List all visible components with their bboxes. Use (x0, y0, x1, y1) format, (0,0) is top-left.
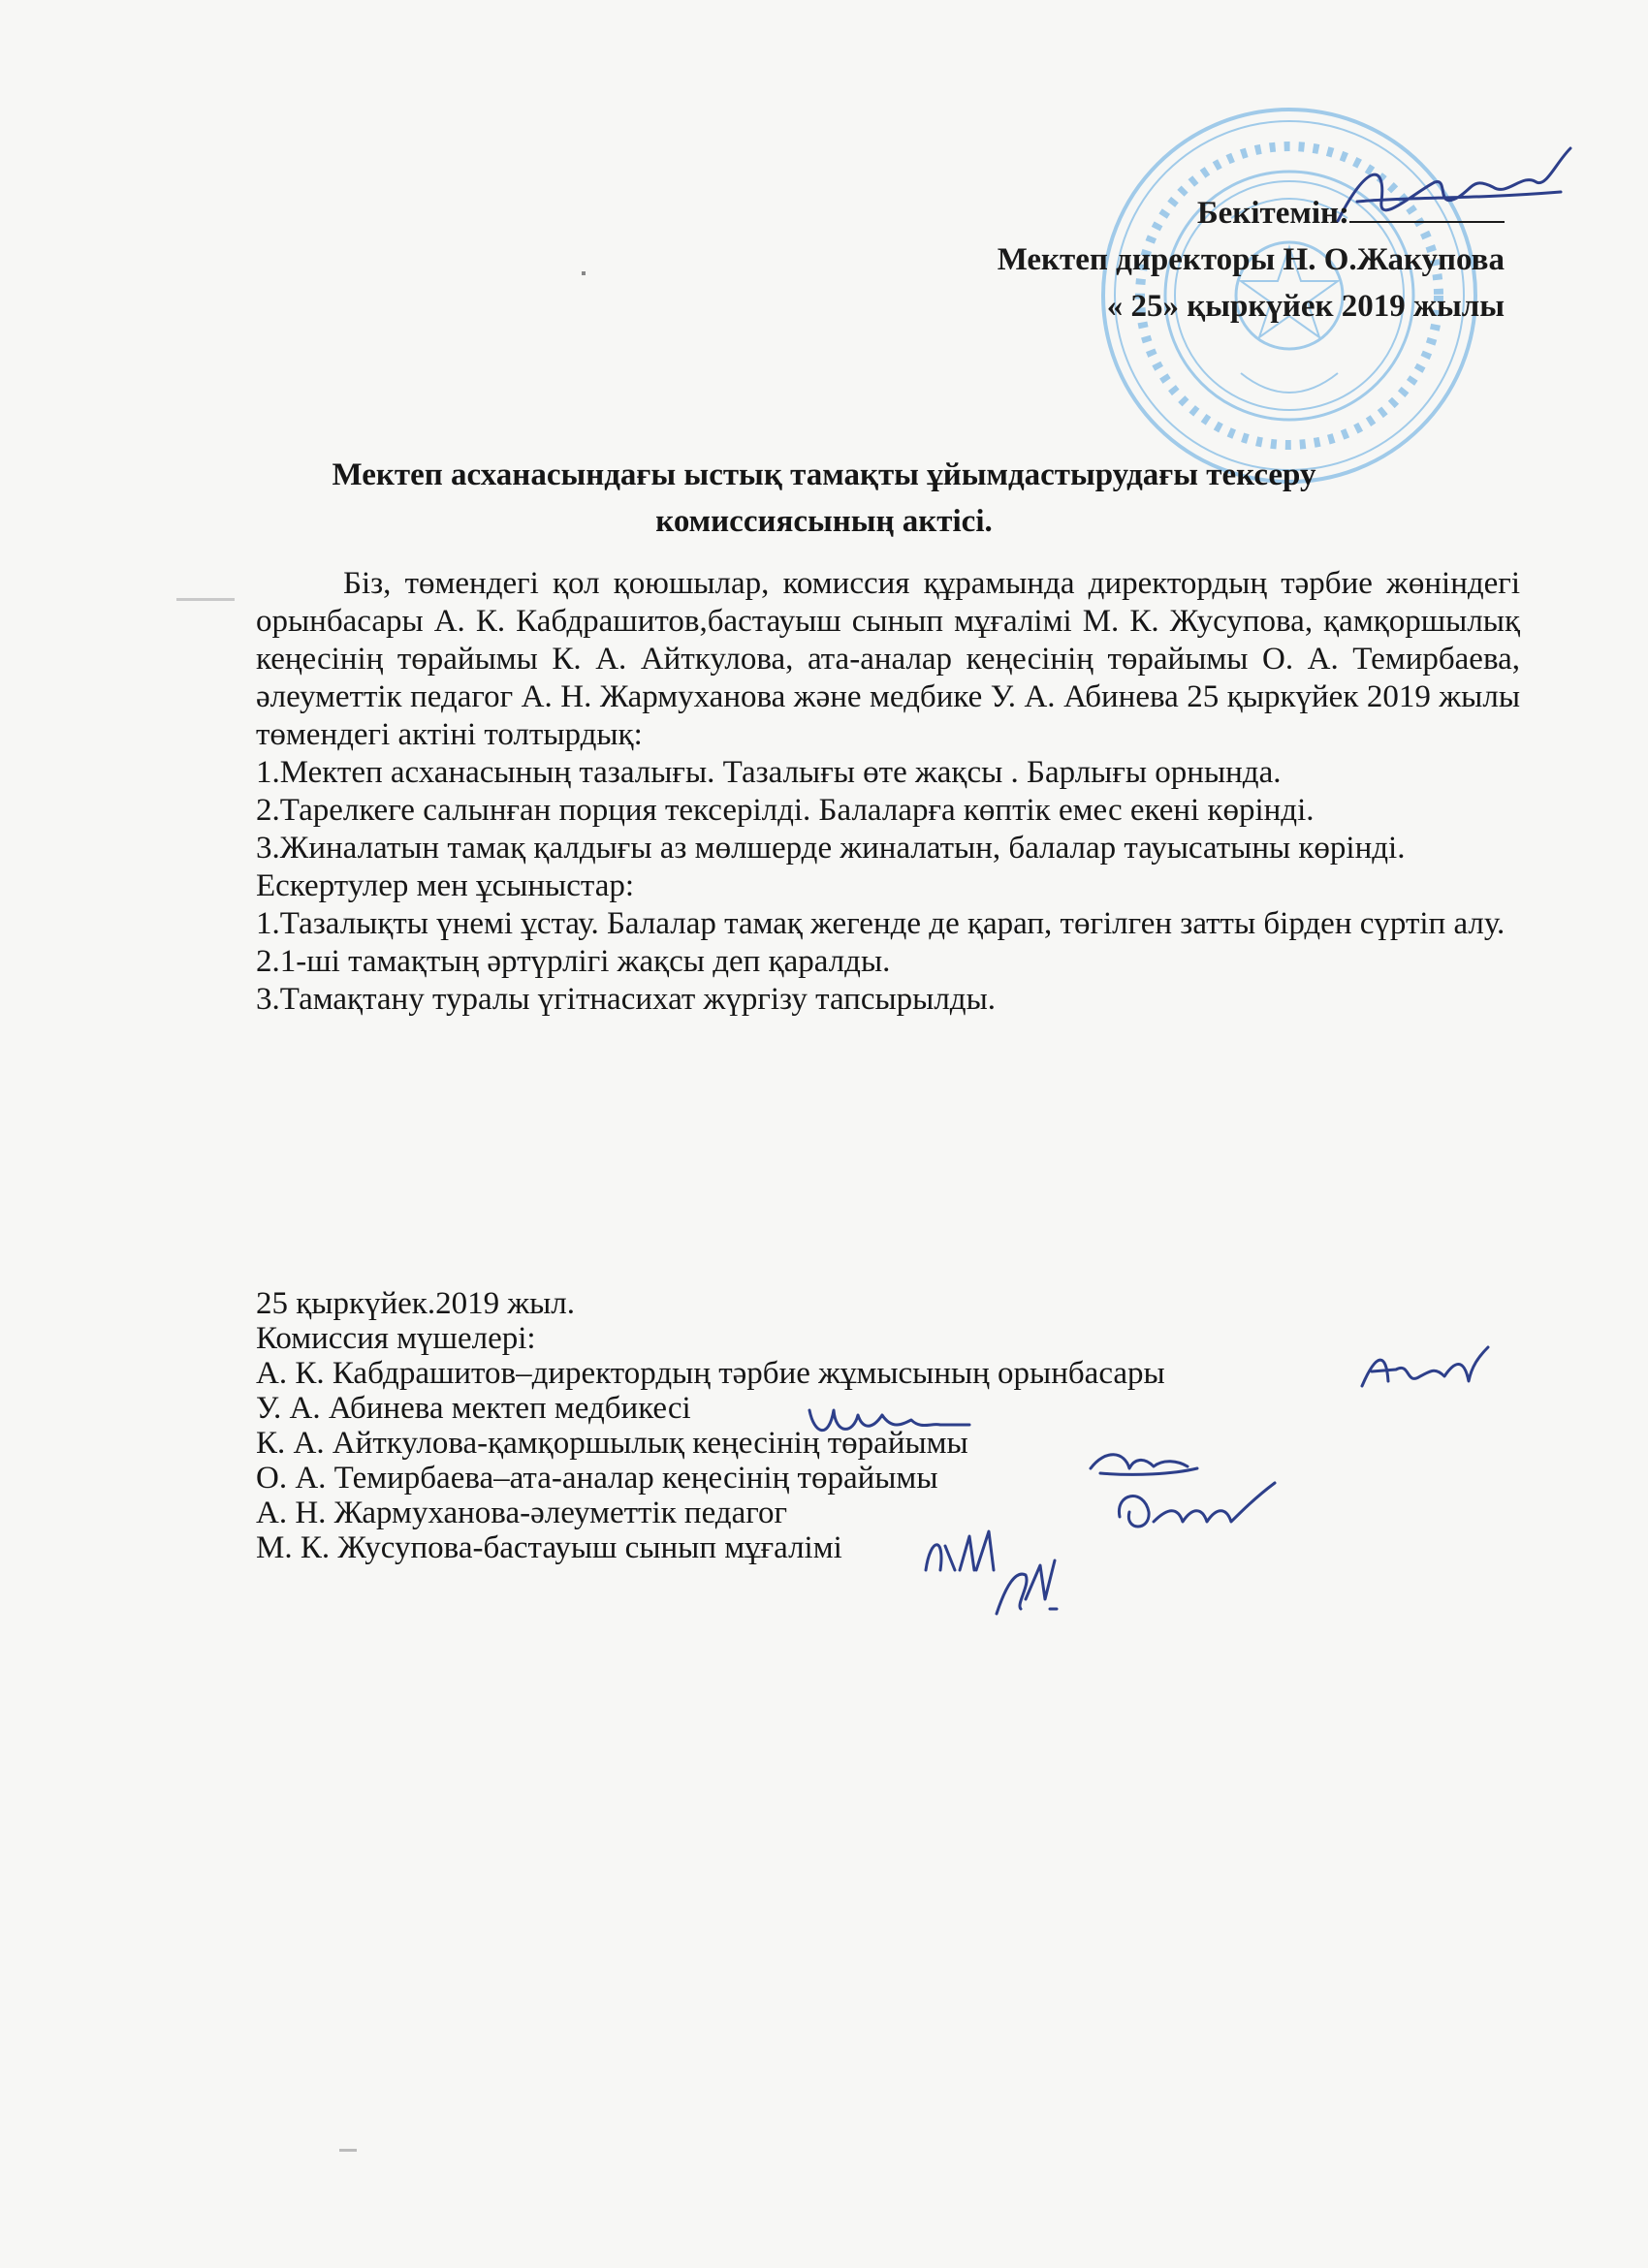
members-heading: Комиссия мүшелері: (256, 1321, 536, 1356)
approval-director: Мектеп директоры Н. О.Жакупова (997, 242, 1505, 277)
recommendation-item: 1.Тазалықты үнемі ұстау. Балалар тамақ жегенде де қарап, төгілген затты бірден сүртіп алу. (256, 906, 1505, 941)
member-line: А. Н. Жармуханова-әлеуметтік педагог (256, 1496, 787, 1530)
finding-item: 3.Жиналатын тамақ қалдығы аз мөлшерде жиналатын, балалар тауысатыны көрінді. (256, 831, 1406, 866)
member-line: М. К. Жусупова-бастауыш сынып мұғалімі (256, 1530, 842, 1565)
approval-date: « 25» қыркүйек 2019 жылы (1106, 289, 1505, 324)
scan-artifact (176, 598, 235, 601)
signature-underline (1349, 192, 1505, 223)
document-title (194, 452, 1454, 545)
recommendation-item: 3.Тамақтану туралы үгітнасихат жүргізу тапсырылды. (256, 982, 996, 1017)
member-signature (1110, 1478, 1284, 1546)
commission-members (256, 1286, 1165, 1565)
member-line: У. А. Абинева мектеп медбикесі (256, 1391, 691, 1426)
title-line-2: комиссиясының актісі. (655, 504, 993, 539)
member-signature (1357, 1342, 1493, 1401)
approval-label: Бекітемін: (1196, 196, 1349, 231)
member-line: А. К. Кабдрашитов–директордың тәрбие жұмысының орынбасары (256, 1356, 1165, 1391)
member-line: К. А. Айткулова-қамқоршылық кеңесінің төрайымы (256, 1426, 968, 1461)
scan-artifact (339, 2149, 357, 2152)
member-signature (987, 1556, 1064, 1623)
finding-item: 1.Мектеп асханасының тазалығы. Тазалығы өте жақсы . Барлығы орнында. (256, 755, 1282, 790)
document-body (256, 565, 1520, 1019)
recommendations-heading: Ескертулер мен ұсыныстар: (256, 868, 635, 903)
title-line-1: Мектеп асханасындағы ыстық тамақты ұйымдастырудағы тексеру (332, 457, 1316, 492)
document-date: 25 қыркүйек.2019 жыл. (256, 1286, 576, 1321)
approval-block (998, 190, 1505, 330)
approval-heading (998, 190, 1505, 236)
finding-item: 2.Тарелкеге салынған порция тексерілді. Балаларға көптік емес екені көрінді. (256, 793, 1315, 828)
scan-artifact (582, 271, 586, 275)
intro-paragraph: Біз, төмендегі қол қоюшылар, комиссия құрамында директордың тәрбие жөніндегі орынбасары А. К. Кабдрашитов,бастауыш сынып мұғалімі М. К. Жусупова, қамқоршылық кеңесінің төрайымы К. А. Айткулова, ата-аналар кеңесінің төрайымы О. А. Темирбаева, әлеуметтік педагог А. Н. Жармуханова және медбике У. А. Абинева 25 қыркүйек 2019 жылы төмендегі актіні толтырдық: (256, 566, 1520, 752)
member-signature (805, 1396, 979, 1454)
member-line: О. А. Темирбаева–ата-аналар кеңесінің төрайымы (256, 1461, 938, 1496)
recommendation-item: 2.1-ші тамақтың әртүрлігі жақсы деп қаралды. (256, 944, 891, 979)
